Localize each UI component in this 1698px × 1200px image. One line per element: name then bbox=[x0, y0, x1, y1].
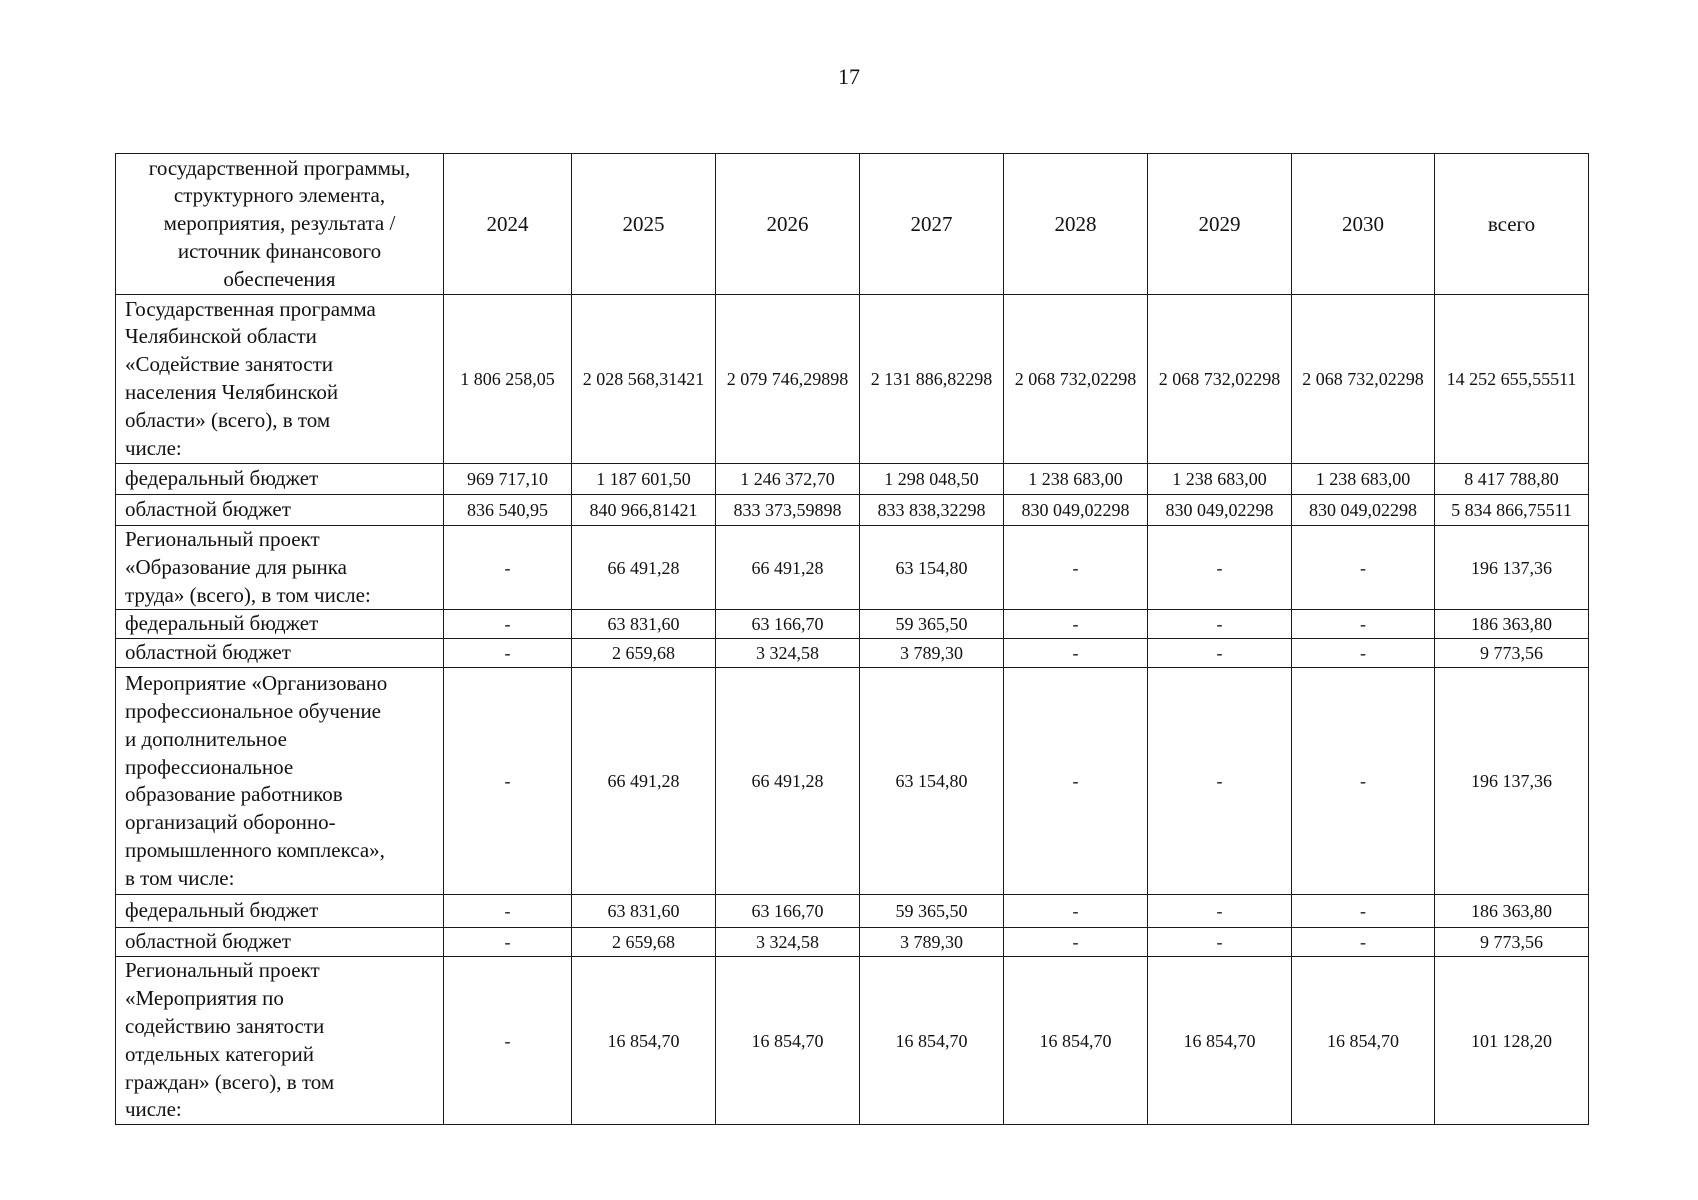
row-name-line: федеральный бюджет bbox=[125, 466, 319, 491]
value-cell: 66 491,28 bbox=[572, 526, 716, 610]
table-row bbox=[116, 495, 1589, 526]
value-cell: 9 773,56 bbox=[1435, 928, 1589, 957]
value-cell: 1 298 048,50 bbox=[860, 464, 1004, 495]
table-body bbox=[116, 154, 1589, 1125]
row-name-line: организаций оборонно- bbox=[125, 810, 336, 835]
value-cell: 2 659,68 bbox=[572, 639, 716, 668]
value-cell: - bbox=[1004, 610, 1148, 639]
row-name-line: образование работников bbox=[125, 782, 343, 807]
table-row bbox=[116, 464, 1589, 495]
value-cell: 2 028 568,31421 bbox=[572, 295, 716, 464]
row-name-line: областной бюджет bbox=[125, 497, 291, 522]
value-cell: - bbox=[1292, 928, 1435, 957]
value-cell: - bbox=[1292, 526, 1435, 610]
value-cell: 833 838,32298 bbox=[860, 495, 1004, 526]
value-cell: - bbox=[1004, 928, 1148, 957]
value-cell: 3 324,58 bbox=[716, 928, 860, 957]
value-cell: - bbox=[444, 610, 572, 639]
row-name-line: мероприятия, результата / bbox=[163, 211, 396, 236]
value-cell: 186 363,80 bbox=[1435, 610, 1589, 639]
row-name-cell bbox=[116, 495, 444, 526]
value-cell: 59 365,50 bbox=[860, 895, 1004, 928]
value-cell: 63 154,80 bbox=[860, 668, 1004, 895]
value-cell: 16 854,70 bbox=[860, 957, 1004, 1125]
row-name-line: федеральный бюджет bbox=[125, 898, 319, 923]
row-name-line: Региональный проект bbox=[125, 958, 320, 983]
value-cell: 2 131 886,82298 bbox=[860, 295, 1004, 464]
value-cell: 66 491,28 bbox=[716, 526, 860, 610]
table-row bbox=[116, 526, 1589, 610]
value-cell: 840 966,81421 bbox=[572, 495, 716, 526]
value-cell: 9 773,56 bbox=[1435, 639, 1589, 668]
value-cell: - bbox=[1292, 895, 1435, 928]
value-cell: - bbox=[444, 526, 572, 610]
row-name-cell bbox=[116, 639, 444, 668]
value-cell: 8 417 788,80 bbox=[1435, 464, 1589, 495]
value-cell: - bbox=[1148, 928, 1292, 957]
value-cell: 2 068 732,02298 bbox=[1292, 295, 1435, 464]
value-cell: - bbox=[444, 957, 572, 1125]
value-cell: - bbox=[1004, 895, 1148, 928]
value-cell: 63 831,60 bbox=[572, 610, 716, 639]
header-year-cell: 2028 bbox=[1004, 154, 1148, 295]
row-name-line: источник финансового bbox=[177, 238, 382, 263]
row-name-cell bbox=[116, 610, 444, 639]
table-row bbox=[116, 668, 1589, 895]
value-cell: 63 166,70 bbox=[716, 895, 860, 928]
row-name-line: труда» (всего), в том числе: bbox=[125, 582, 371, 607]
value-cell: 830 049,02298 bbox=[1292, 495, 1435, 526]
row-name-line: Региональный проект bbox=[125, 527, 320, 551]
header-row bbox=[116, 154, 1589, 295]
value-cell: - bbox=[1292, 610, 1435, 639]
row-name-line: населения Челябинской bbox=[125, 380, 339, 404]
row-name-cell bbox=[116, 895, 444, 928]
value-cell: 5 834 866,75511 bbox=[1435, 495, 1589, 526]
value-cell: 1 806 258,05 bbox=[444, 295, 572, 464]
value-cell: 1 187 601,50 bbox=[572, 464, 716, 495]
row-name-cell bbox=[116, 928, 444, 957]
row-name-line: профессиональное обучение bbox=[125, 699, 381, 723]
row-name-cell bbox=[116, 464, 444, 495]
header-year-cell: 2024 bbox=[444, 154, 572, 295]
row-name-line: структурного элемента, bbox=[173, 183, 386, 208]
value-cell: 830 049,02298 bbox=[1148, 495, 1292, 526]
value-cell: 2 659,68 bbox=[572, 928, 716, 957]
value-cell: - bbox=[1148, 639, 1292, 668]
value-cell: 16 854,70 bbox=[1292, 957, 1435, 1125]
header-year-cell: 2025 bbox=[572, 154, 716, 295]
page-number: 17 bbox=[838, 64, 860, 89]
financing-table bbox=[115, 153, 1589, 1125]
value-cell: - bbox=[1148, 610, 1292, 639]
row-name-line: Мероприятие «Организовано bbox=[125, 671, 388, 696]
value-cell: - bbox=[1148, 895, 1292, 928]
value-cell: 16 854,70 bbox=[1004, 957, 1148, 1125]
value-cell: - bbox=[1004, 668, 1148, 895]
value-cell: 3 789,30 bbox=[860, 639, 1004, 668]
value-cell: 1 246 372,70 bbox=[716, 464, 860, 495]
row-name-line: областной бюджет bbox=[125, 640, 291, 665]
row-name-line: «Образование для рынка bbox=[125, 554, 347, 579]
value-cell: 16 854,70 bbox=[1148, 957, 1292, 1125]
table-row bbox=[116, 957, 1589, 1125]
table-row bbox=[116, 639, 1589, 668]
value-cell: 1 238 683,00 bbox=[1004, 464, 1148, 495]
value-cell: 2 068 732,02298 bbox=[1148, 295, 1292, 464]
header-year-cell: 2027 bbox=[860, 154, 1004, 295]
row-name-line: отдельных категорий bbox=[125, 1041, 315, 1066]
value-cell: - bbox=[1292, 668, 1435, 895]
table-row bbox=[116, 610, 1589, 639]
value-cell: 66 491,28 bbox=[572, 668, 716, 895]
value-cell: 3 324,58 bbox=[716, 639, 860, 668]
value-cell: 1 238 683,00 bbox=[1148, 464, 1292, 495]
value-cell: 63 166,70 bbox=[716, 610, 860, 639]
row-name-line: профессиональное bbox=[125, 754, 294, 779]
value-cell: - bbox=[444, 639, 572, 668]
row-name-line: государственной программы, bbox=[148, 155, 411, 180]
row-name-line: числе: bbox=[125, 1097, 182, 1122]
table-row bbox=[116, 895, 1589, 928]
header-year-cell: всего bbox=[1435, 154, 1589, 295]
value-cell: 59 365,50 bbox=[860, 610, 1004, 639]
value-cell: - bbox=[1004, 639, 1148, 668]
value-cell: 833 373,59898 bbox=[716, 495, 860, 526]
value-cell: 186 363,80 bbox=[1435, 895, 1589, 928]
value-cell: 1 238 683,00 bbox=[1292, 464, 1435, 495]
row-name-line: федеральный бюджет bbox=[125, 611, 319, 636]
value-cell: 830 049,02298 bbox=[1004, 495, 1148, 526]
value-cell: - bbox=[444, 928, 572, 957]
row-name-line: Челябинской области bbox=[125, 324, 317, 349]
value-cell: 196 137,36 bbox=[1435, 526, 1589, 610]
row-name-line: «Содействие занятости bbox=[125, 352, 334, 377]
value-cell: - bbox=[1148, 526, 1292, 610]
table-row bbox=[116, 928, 1589, 957]
value-cell: 2 079 746,29898 bbox=[716, 295, 860, 464]
value-cell: 969 717,10 bbox=[444, 464, 572, 495]
value-cell: 101 128,20 bbox=[1435, 957, 1589, 1125]
row-name-line: граждан» (всего), в том bbox=[125, 1069, 335, 1094]
value-cell: 16 854,70 bbox=[572, 957, 716, 1125]
table-row bbox=[116, 295, 1589, 464]
row-name-cell bbox=[116, 526, 444, 610]
value-cell: 16 854,70 bbox=[716, 957, 860, 1125]
value-cell: - bbox=[1292, 639, 1435, 668]
value-cell: 3 789,30 bbox=[860, 928, 1004, 957]
value-cell: - bbox=[444, 668, 572, 895]
row-name-line: числе: bbox=[125, 435, 182, 460]
header-year-cell: 2029 bbox=[1148, 154, 1292, 295]
value-cell: 63 831,60 bbox=[572, 895, 716, 928]
value-cell: 196 137,36 bbox=[1435, 668, 1589, 895]
row-name-line: и дополнительное bbox=[125, 726, 287, 751]
row-name-line: обеспечения bbox=[223, 266, 336, 291]
row-name-line: в том числе: bbox=[125, 865, 235, 890]
row-name-line: промышленного комплекса», bbox=[125, 837, 385, 862]
row-name-line: областной бюджет bbox=[125, 929, 291, 954]
header-year-cell: 2030 bbox=[1292, 154, 1435, 295]
value-cell: - bbox=[1004, 526, 1148, 610]
value-cell: 14 252 655,55511 bbox=[1435, 295, 1589, 464]
row-name-line: Государственная программа bbox=[125, 296, 376, 321]
value-cell: 2 068 732,02298 bbox=[1004, 295, 1148, 464]
value-cell: 66 491,28 bbox=[716, 668, 860, 895]
value-cell: 63 154,80 bbox=[860, 526, 1004, 610]
row-name-line: области» (всего), в том bbox=[125, 407, 331, 432]
header-year-cell: 2026 bbox=[716, 154, 860, 295]
value-cell: - bbox=[444, 895, 572, 928]
row-name-cell bbox=[116, 154, 444, 295]
row-name-cell bbox=[116, 295, 444, 464]
value-cell: 836 540,95 bbox=[444, 495, 572, 526]
row-name-line: «Мероприятия по bbox=[125, 986, 284, 1011]
row-name-line: содействию занятости bbox=[125, 1013, 325, 1038]
row-name-cell bbox=[116, 668, 444, 895]
value-cell: - bbox=[1148, 668, 1292, 895]
row-name-cell bbox=[116, 957, 444, 1125]
